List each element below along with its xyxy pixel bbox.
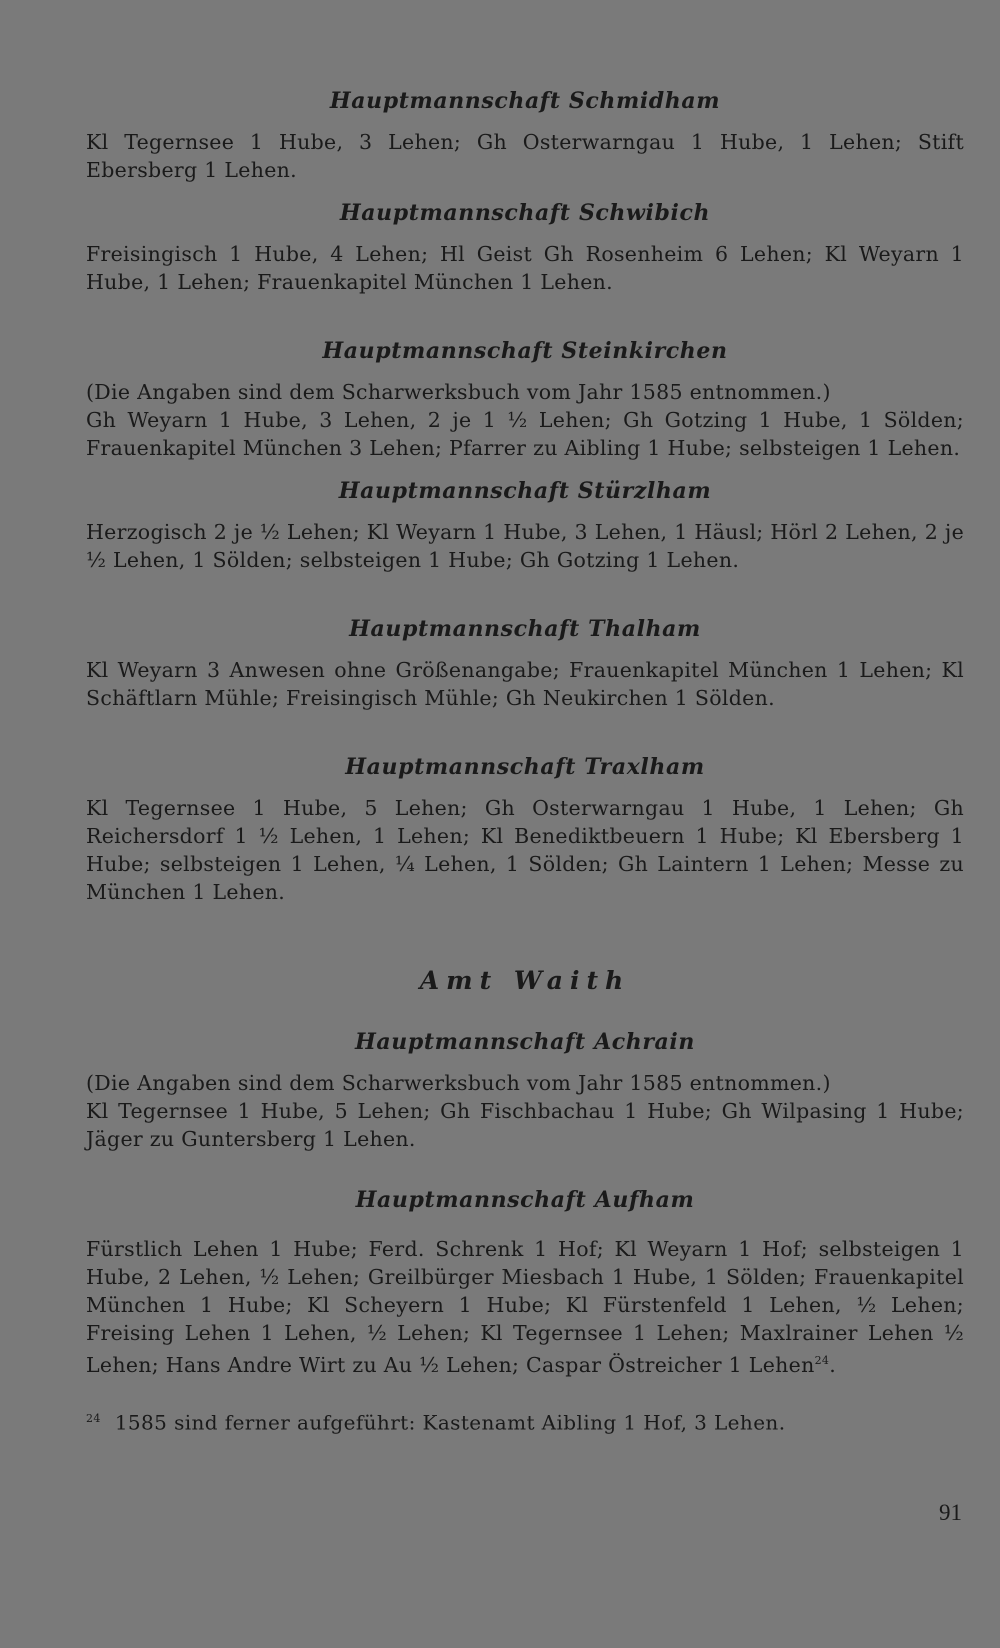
section-paragraph: Kl Tegernsee 1 Hube, 5 Lehen; Gh Fischbachau 1 Hube; Gh Wilpasing 1 Hube; Jäger zu Guntersberg 1 Lehen.	[86, 1099, 964, 1151]
section-heading: Hauptmannschaft Stürzlham	[338, 478, 712, 504]
page-number: 91	[939, 1500, 962, 1525]
footnote-reference: 24	[814, 1354, 830, 1367]
footnote-text: 1585 sind ferner aufgeführt: Kastenamt Aibling 1 Hof, 3 Lehen.	[114, 1410, 786, 1435]
section-heading: Hauptmannschaft Achrain	[355, 1029, 695, 1055]
footnote-marker: 24	[86, 1411, 101, 1425]
amt-title: Amt Waith	[419, 966, 631, 995]
section-heading: Hauptmannschaft Traxlham	[345, 754, 705, 780]
section-heading: Hauptmannschaft Aufham	[355, 1187, 695, 1213]
section-heading: Hauptmannschaft Schwibich	[339, 200, 711, 226]
paragraph-text: Fürstlich Lehen 1 Hube; Ferd. Schrenk 1 Hof; Kl Weyarn 1 Hof; selbsteigen 1 Hube, 2 Lehen, ½ Lehen; Greilbürger Miesbach 1 Hube, 1 Sölden; Frauenkapitel München 1 Hube; Kl Scheyern 1 Hube; Kl Fürstenfeld 1 Lehen, ½ Lehen; Freising Lehen 1 Lehen, ½ Lehen; Kl Tegernsee 1 Lehen; Maxlrainer Lehen ½ Lehen; Hans Andre Wirt zu Au ½ Lehen; Caspar Östreicher 1 Lehen	[86, 1237, 964, 1377]
section-heading: Hauptmannschaft Thalham	[349, 616, 701, 642]
section-heading: Hauptmannschaft Steinkirchen	[322, 338, 728, 364]
section-paragraph: Kl Tegernsee 1 Hube, 3 Lehen; Gh Osterwarngau 1 Hube, 1 Lehen; Stift Ebersberg 1 Lehen.	[86, 130, 964, 182]
document-page	[86, 88, 964, 1436]
section-note: (Die Angaben sind dem Scharwerksbuch vom Jahr 1585 entnommen.)	[86, 1071, 831, 1095]
section-paragraph: Kl Tegernsee 1 Hube, 5 Lehen; Gh Osterwarngau 1 Hube, 1 Lehen; Gh Reichersdorf 1 ½ Lehen, 1 Lehen; Kl Benediktbeuern 1 Hube; Kl Ebersberg 1 Hube; selbsteigen 1 Lehen, ¼ Lehen, 1 Sölden; Gh Laintern 1 Lehen; Messe zu München 1 Lehen.	[86, 796, 964, 904]
section-paragraph: Herzogisch 2 je ½ Lehen; Kl Weyarn 1 Hube, 3 Lehen, 1 Häusl; Hörl 2 Lehen, 2 je ½ Lehen, 1 Sölden; selbsteigen 1 Hube; Gh Gotzing 1 Lehen.	[86, 520, 964, 572]
section-heading: Hauptmannschaft Schmidham	[329, 88, 721, 114]
section-note: (Die Angaben sind dem Scharwerksbuch vom Jahr 1585 entnommen.)	[86, 380, 831, 404]
section-paragraph: Kl Weyarn 3 Anwesen ohne Größenangabe; Frauenkapitel München 1 Lehen; Kl Schäftlarn Mühle; Freisingisch Mühle; Gh Neukirchen 1 Sölden.	[86, 658, 964, 710]
footnote	[86, 1405, 964, 1437]
section-paragraph: Gh Weyarn 1 Hube, 3 Lehen, 2 je 1 ½ Lehen; Gh Gotzing 1 Hube, 1 Sölden; Frauenkapitel München 3 Lehen; Pfarrer zu Aibling 1 Hube; selbsteigen 1 Lehen.	[86, 408, 964, 460]
section-paragraph: Fürstlich Lehen 1 Hube; Ferd. Schrenk 1 Hof; Kl Weyarn 1 Hof; selbsteigen 1 Hube, 2 Lehen, ½ Lehen; Greilbürger Miesbach 1 Hube, 1 Sölden; Frauenkapitel München 1 Hube; Kl Scheyern 1 Hube; Kl Fürstenfeld 1 Lehen, ½ Lehen; Freising Lehen 1 Lehen, ½ Lehen; Kl Tegernsee 1 Lehen; Maxlrainer Lehen ½ Lehen; Hans Andre Wirt zu Au ½ Lehen; Caspar Östreicher 1 Lehen$^{24}$.	[86, 1237, 964, 1377]
section-paragraph: Freisingisch 1 Hube, 4 Lehen; Hl Geist Gh Rosenheim 6 Lehen; Kl Weyarn 1 Hube, 1 Lehen; Frauenkapitel München 1 Lehen.	[86, 242, 964, 294]
